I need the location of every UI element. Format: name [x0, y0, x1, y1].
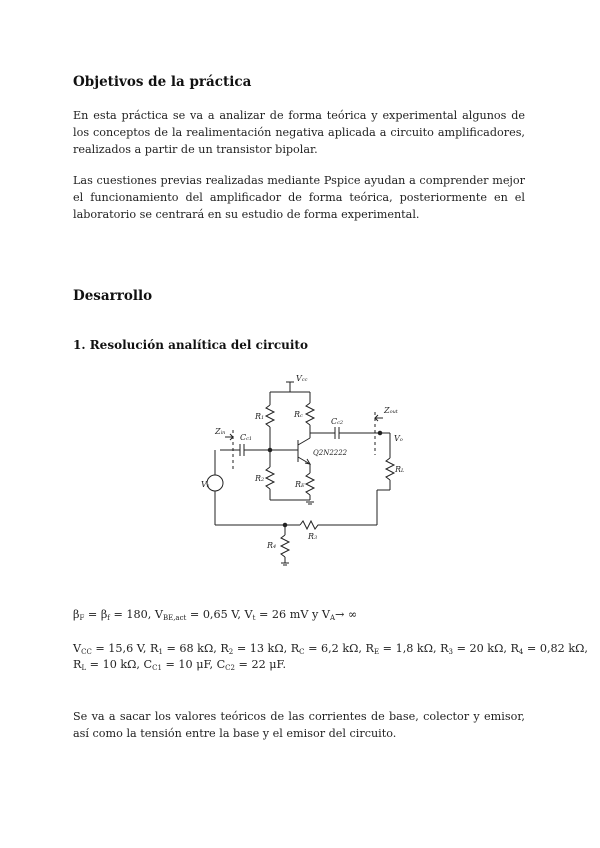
svg-text:Vs: Vs — [201, 480, 210, 489]
svg-text:RE: RE — [295, 480, 305, 489]
svg-text:R4: R4 — [267, 541, 277, 550]
circuit-schematic — [195, 370, 425, 570]
svg-text:Vcc: Vcc — [296, 374, 308, 383]
development-heading: Desarrollo — [73, 288, 153, 304]
svg-text:Zout: Zout — [384, 406, 398, 415]
objectives-paragraph-2: Las cuestiones previas realizadas mediante Pspice ayudan a comprender mejor el funcionamiento del amplificador de forma teórica, posteriormente en el laboratorio se centrará en su estudio de forma experimental. — [73, 174, 525, 221]
svg-text:Zin: Zin — [215, 427, 226, 436]
param-line-components-2: $R_L = 10$ kΩ, $C_{C1} = 10$ μF, $C_{C2} = 22$ μF. — [73, 658, 287, 672]
svg-text:Vo: Vo — [394, 434, 403, 443]
svg-text:RL: RL — [395, 465, 405, 474]
closing-paragraph: Se va a sacar los valores teóricos de las corrientes de base, colector y emisor, así como la tensión entre la base y el emisor del circuito. — [73, 710, 525, 740]
svg-text:R1: R1 — [255, 412, 265, 421]
svg-text:Rc: Rc — [294, 410, 303, 419]
svg-text:Cc2: Cc2 — [331, 417, 344, 426]
param-line-transistor: $\beta_F = \beta_f = 180$, $V_{BE,act} = 0,65$ V, $V_t = 26$ mV y $V_A\to$ ∞ — [73, 608, 358, 622]
svg-text:R3: R3 — [308, 532, 318, 541]
objectives-heading: Objetivos de la práctica — [73, 74, 252, 90]
svg-text:Q2N2222: Q2N2222 — [313, 449, 348, 457]
objectives-paragraph-1: En esta práctica se va a analizar de forma teórica y experimental algunos de los conceptos de la realimentación negativa aplicada a circuito amplificadores, realizados a partir de un transistor bipolar. — [73, 109, 525, 156]
svg-text:Cc1: Cc1 — [240, 433, 253, 442]
analytic-resolution-heading: 1. Resolución analítica del circuito — [73, 338, 308, 352]
svg-text:R2: R2 — [255, 474, 265, 483]
param-line-components-1: $V_{CC} = 15,6$ V, $R_1 = 68$ kΩ, $R_2 = 13$ kΩ, $R_C = 6,2$ kΩ, $R_E = 1,8$ kΩ, $R_3 = 20$ kΩ, $R_4 = 0,82$ kΩ, — [73, 642, 588, 656]
